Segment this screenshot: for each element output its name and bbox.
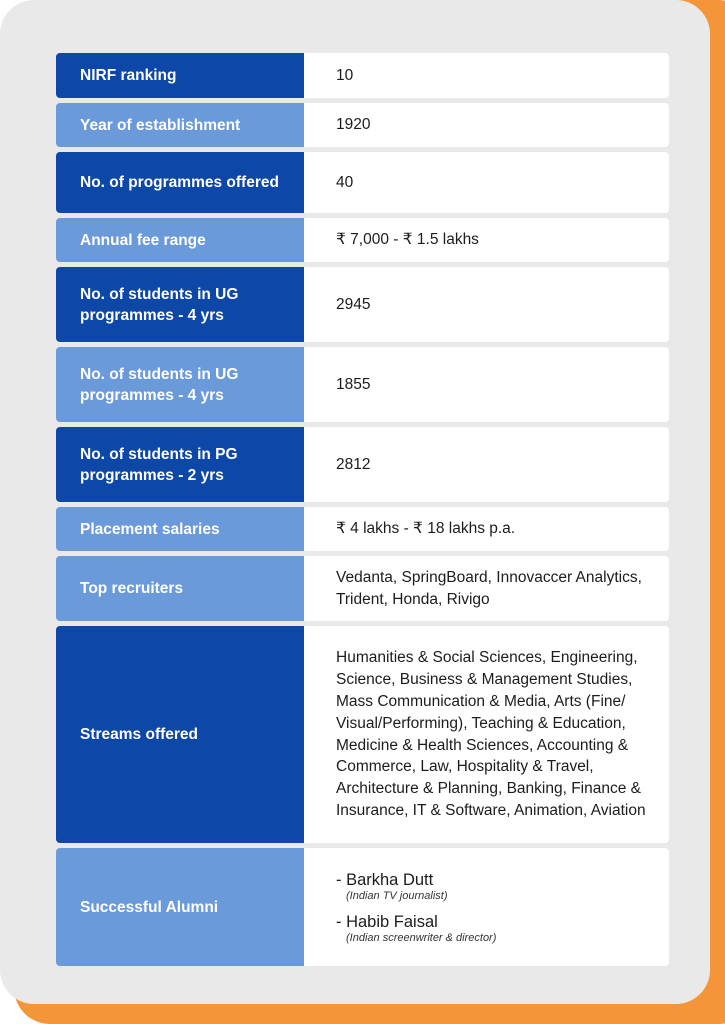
row-value: 10 xyxy=(304,53,669,98)
row-value: Humanities & Social Sciences, Engineering, Science, Business & Management Studies, Mass Communication & Media, Arts (Fine/ Visual/Performing), Teaching & Education, Medicine & Health Sciences, Accounting & Commerce, Law, Hospitality & Travel, Architecture & Planning, Banking, Finance & Insurance, IT & Software, Animation, Aviation xyxy=(304,626,669,843)
row-ug-students-2 xyxy=(56,347,669,422)
row-value: 2945 xyxy=(304,267,669,342)
row-label: Annual fee range xyxy=(56,218,304,262)
row-value: 40 xyxy=(304,152,669,213)
row-nirf-ranking xyxy=(56,53,669,98)
row-annual-fee xyxy=(56,218,669,262)
row-programmes-offered xyxy=(56,152,669,213)
row-label: Streams offered xyxy=(56,626,304,843)
row-label: NIRF ranking xyxy=(56,53,304,98)
alumni-name: - Barkha Dutt xyxy=(336,870,434,889)
row-label: Top recruiters xyxy=(56,556,304,621)
alumni-list xyxy=(304,848,669,966)
row-label: Placement salaries xyxy=(56,507,304,551)
row-value: 2812 xyxy=(304,427,669,502)
row-label: No. of students in PG programmes - 2 yrs xyxy=(56,427,304,502)
row-label: Year of establishment xyxy=(56,103,304,147)
row-pg-students xyxy=(56,427,669,502)
row-ug-students-1 xyxy=(56,267,669,342)
row-value: Vedanta, SpringBoard, Innovaccer Analytics, Trident, Honda, Rivigo xyxy=(304,556,669,621)
row-top-recruiters xyxy=(56,556,669,621)
alumni-name: - Habib Faisal xyxy=(336,912,438,931)
row-value: 1855 xyxy=(304,347,669,422)
row-streams-offered xyxy=(56,626,669,843)
college-info-table xyxy=(56,53,669,966)
row-value: ₹ 4 lakhs - ₹ 18 lakhs p.a. xyxy=(304,507,669,551)
row-value: ₹ 7,000 - ₹ 1.5 lakhs xyxy=(304,218,669,262)
row-label: No. of programmes offered xyxy=(56,152,304,213)
row-label: No. of students in UG programmes - 4 yrs xyxy=(56,347,304,422)
row-successful-alumni xyxy=(56,848,669,966)
alumni-description: (Indian screenwriter & director) xyxy=(346,931,497,944)
row-label: Successful Alumni xyxy=(56,848,304,966)
row-placement-salaries xyxy=(56,507,669,551)
alumni-description: (Indian TV journalist) xyxy=(346,889,448,902)
row-year-established xyxy=(56,103,669,147)
row-label: No. of students in UG programmes - 4 yrs xyxy=(56,267,304,342)
row-value: 1920 xyxy=(304,103,669,147)
